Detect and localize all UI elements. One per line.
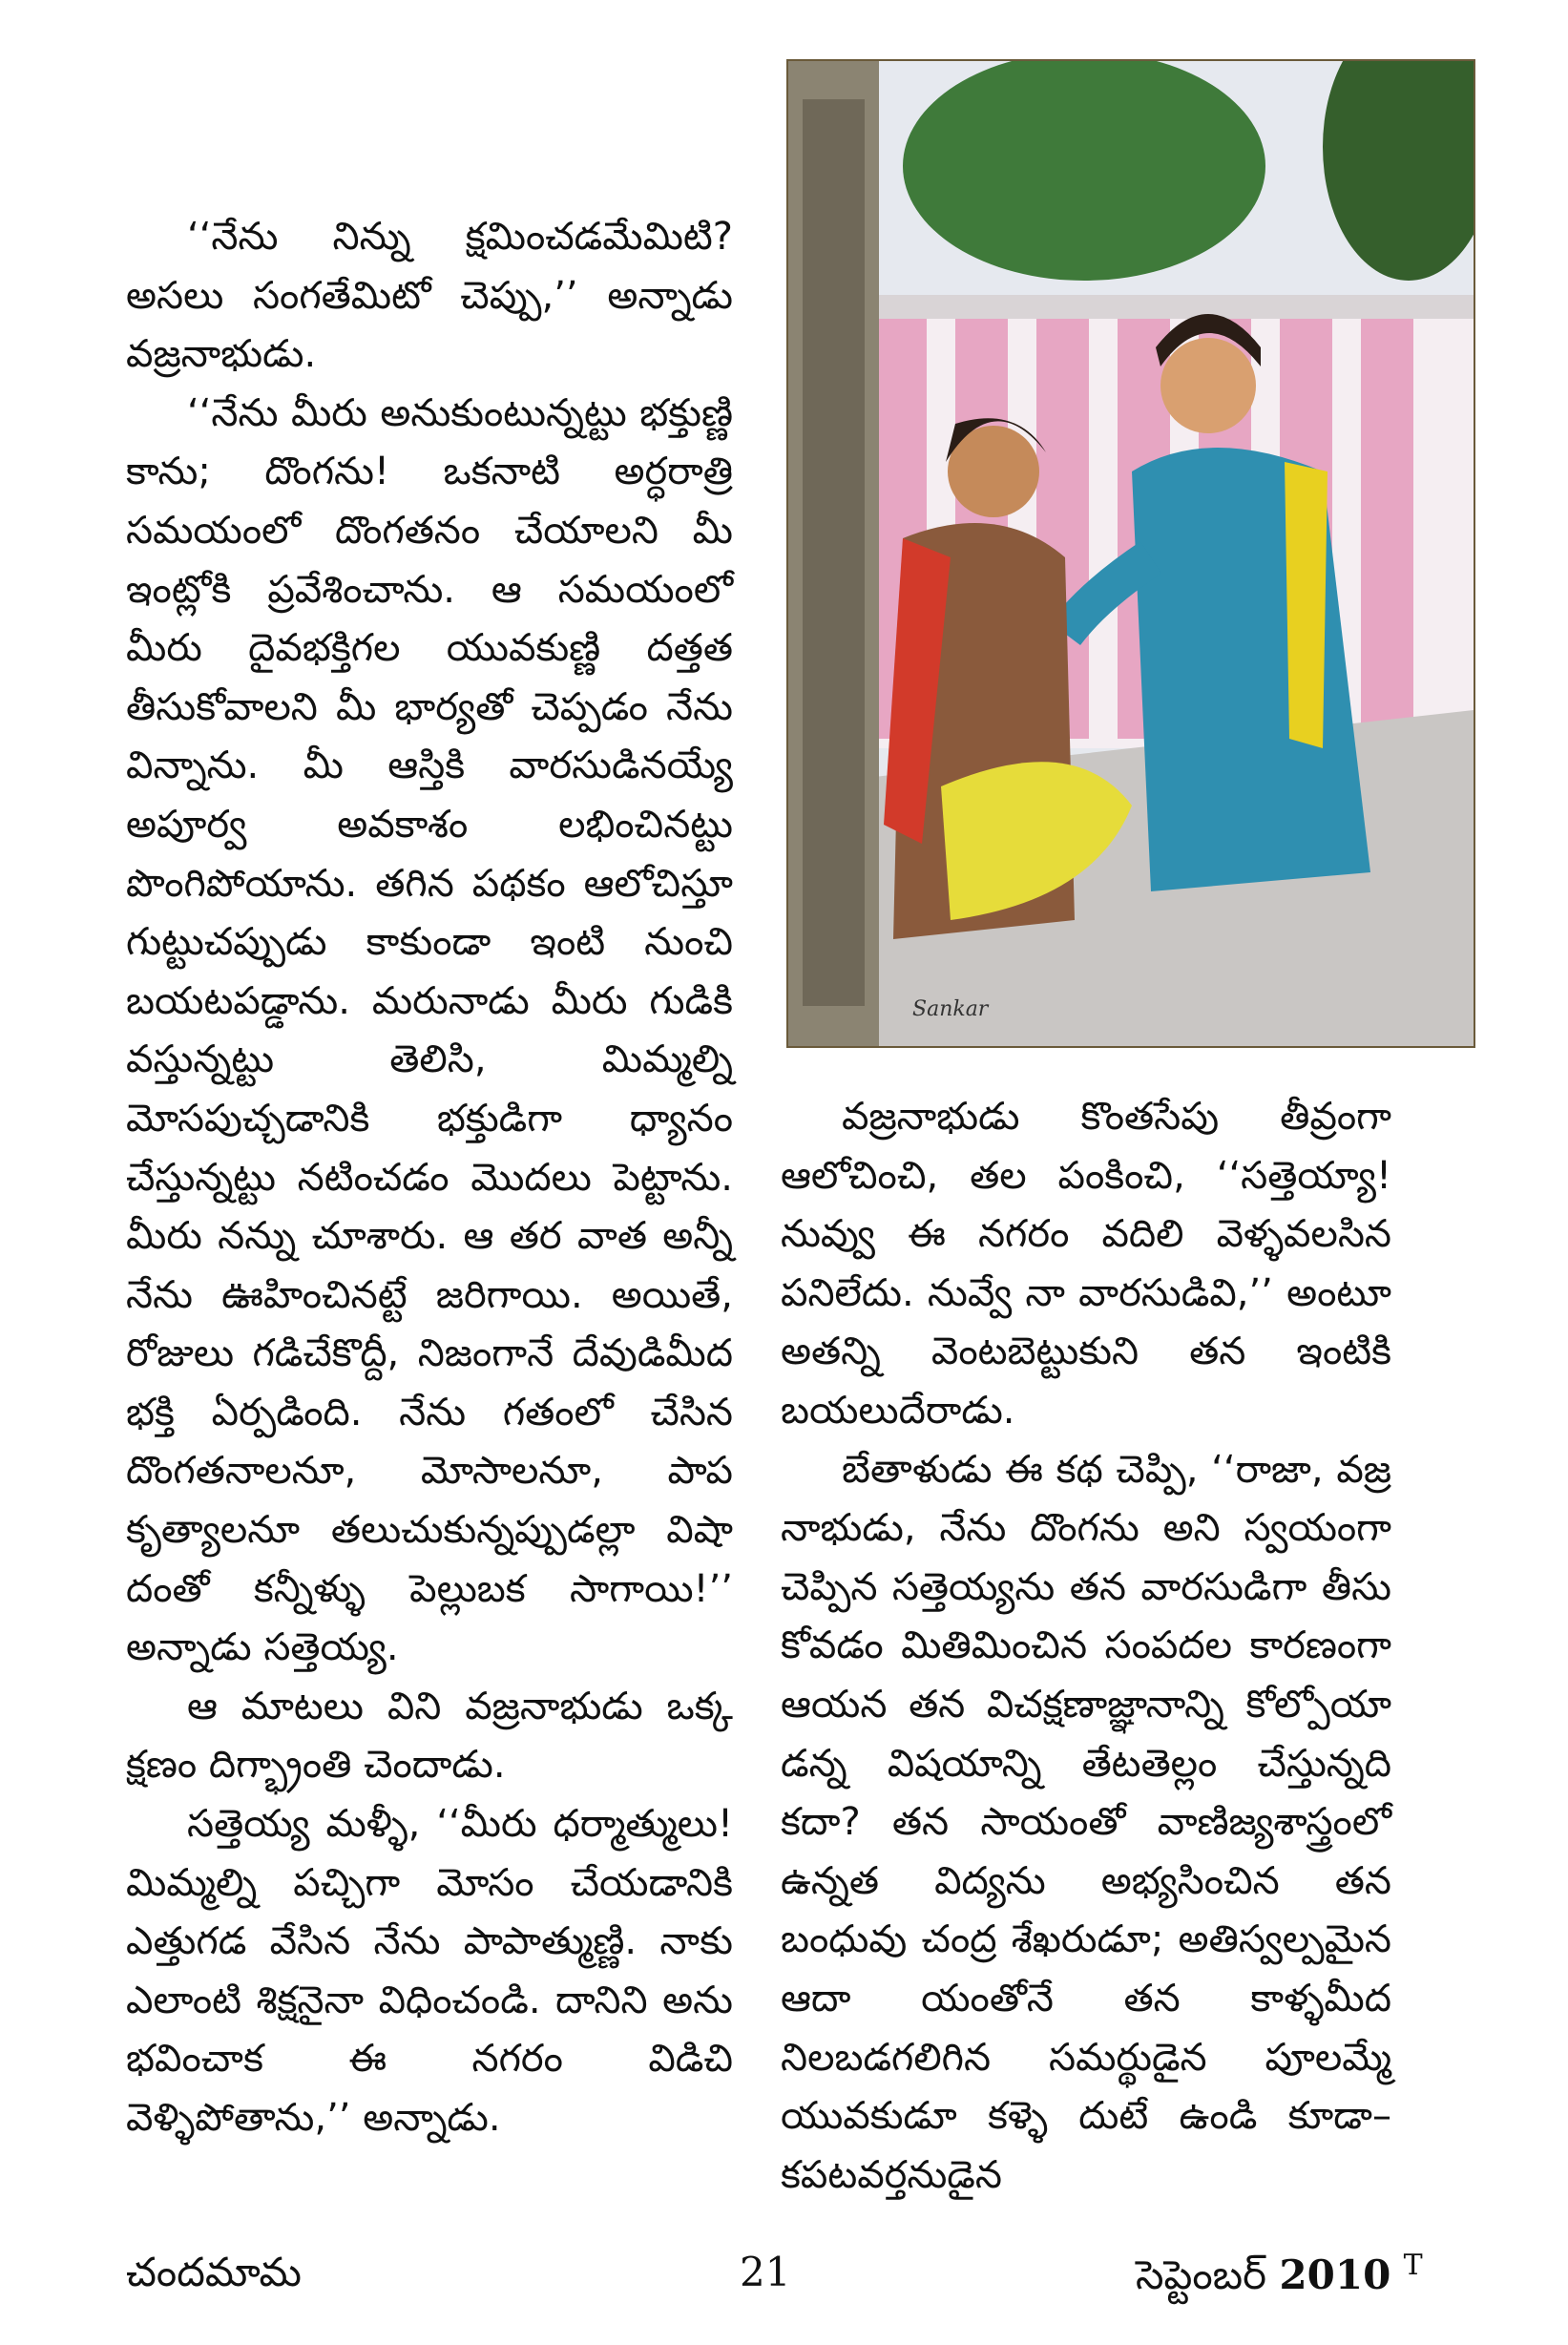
magazine-name: చందమామ <box>126 2249 302 2295</box>
issue-month: సెప్టెంబర్ <box>1136 2251 1267 2298</box>
paragraph: వజ్రనాభుడు కొంతసేపు తీవ్రంగా ఆలోచించి, తల పంకించి, ‘‘సత్తెయ్యా! నువ్వు ఈ నగరం వదిలి వెళ్ళవలసిన పనిలేదు. నువ్వే నా వారసుడివి,’’ అంటూ అతన్ని వెంటబెట్టుకుని తన ఇంటికి బయలుదేరాడు. <box>781 1095 1391 1433</box>
illustration-scene <box>788 61 1474 1046</box>
paragraph: ఆ మాటలు విని వజ్రనాభుడు ఒక్క క్షణం దిగ్భ్రాంతి చెందాడు. <box>126 1684 733 1788</box>
page-number: 21 <box>740 2249 791 2295</box>
paragraph: ‘‘నేను మీరు అనుకుంటున్నట్టు భక్తుణ్ణి కాను; దొంగను! ఒకనాటి అర్ధరాత్రి సమయంలో దొంగతనం చేయాలని మీ ఇంట్లోకి ప్రవేశించాను. ఆ సమయంలో మీరు దైవభక్తిగల యువకుణ్ణి దత్తత తీసుకోవాలని మీ భార్యతో చెప్పడం నేను విన్నాను. మీ ఆస్తికి వారసుడినయ్యే అపూర్వ అవకాశం లభించినట్టు పొంగిపోయాను. తగిన పథకం ఆలోచిస్తూ గుట్టుచప్పుడు కాకుండా ఇంటి నుంచి బయటపడ్డాను. మరునాడు మీరు గుడికి వస్తున్నట్టు తెలిసి, మిమ్మల్ని మోసపుచ్చడానికి భక్తుడిగా ధ్యానం చేస్తున్నట్టు నటించడం మొదలు పెట్టాను. మీరు నన్ను చూశారు. ఆ తర వాత అన్నీ నేను ఊహించినట్టే జరిగాయి. అయితే, రోజులు గడిచేకొద్దీ, నిజంగానే దేవుడిమీద భక్తి ఏర్పడింది. నేను గతంలో చేసిన దొంగతనాలనూ, మోసాలనూ, పాప కృత్యాలనూ తలుచుకున్నప్పుడల్లా విషా దంతో కన్నీళ్ళు పెల్లుబక సాగాయి!’’ అన్నాడు సత్తెయ్య. <box>126 390 734 1670</box>
issue-date <box>1136 2249 1423 2309</box>
issue-mark: T <box>1403 2249 1423 2282</box>
tree-foliage <box>903 61 1265 281</box>
story-illustration <box>786 59 1475 1048</box>
paragraph: సత్తెయ్య మళ్ళీ, ‘‘మీరు ధర్మాత్ములు! మిమ్మల్ని పచ్చిగా మోసం చేయడానికి ఎత్తుగడ వేసిన నేను పాపాత్ముణ్ణి. నాకు ఎలాంటి శిక్షనైనా విధించండి. దానిని అను భవించాక ఈ నగరం విడిచి వెళ్ళిపోతాను,’’ అన్నాడు. <box>126 1802 733 2140</box>
pillar-carving <box>803 99 865 1006</box>
issue-year: 2010 <box>1279 2251 1391 2298</box>
left-text-column <box>126 208 733 2148</box>
paragraph: బేతాళుడు ఈ కథ చెప్పి, ‘‘రాజా, వజ్ర నాభుడు, నేను దొంగను అని స్వయంగా చెప్పిన సత్తెయ్యను తన వారసుడిగా తీసు కోవడం మితిమించిన సంపదల కారణంగా ఆయన తన విచక్షణాజ్ఞానాన్ని కోల్పోయా డన్న విషయాన్ని తేటతెల్లం చేస్తున్నది కదా? తన సాయంతో వాణిజ్యశాస్త్రంలో ఉన్నత విద్యను అభ్యసించిన తన బంధువు చంద్ర శేఖరుడూ; అతిస్వల్పమైన ఆదా యంతోనే తన కాళ్ళమీద నిలబడగలిగిన సమర్థుడైన పూలమ్మే యువకుడూ కళ్ళె దుటే ఉండి కూడా– కపటవర్తనుడైన <box>781 1447 1391 2197</box>
artist-signature: Sankar <box>912 997 989 1021</box>
right-text-column <box>781 1088 1391 2205</box>
paragraph: ‘‘నేను నిన్ను క్షమించడమేమిటి? అసలు సంగతేమిటో చెప్పు,’’ అన్నాడు వజ్రనాభుడు. <box>126 215 733 377</box>
